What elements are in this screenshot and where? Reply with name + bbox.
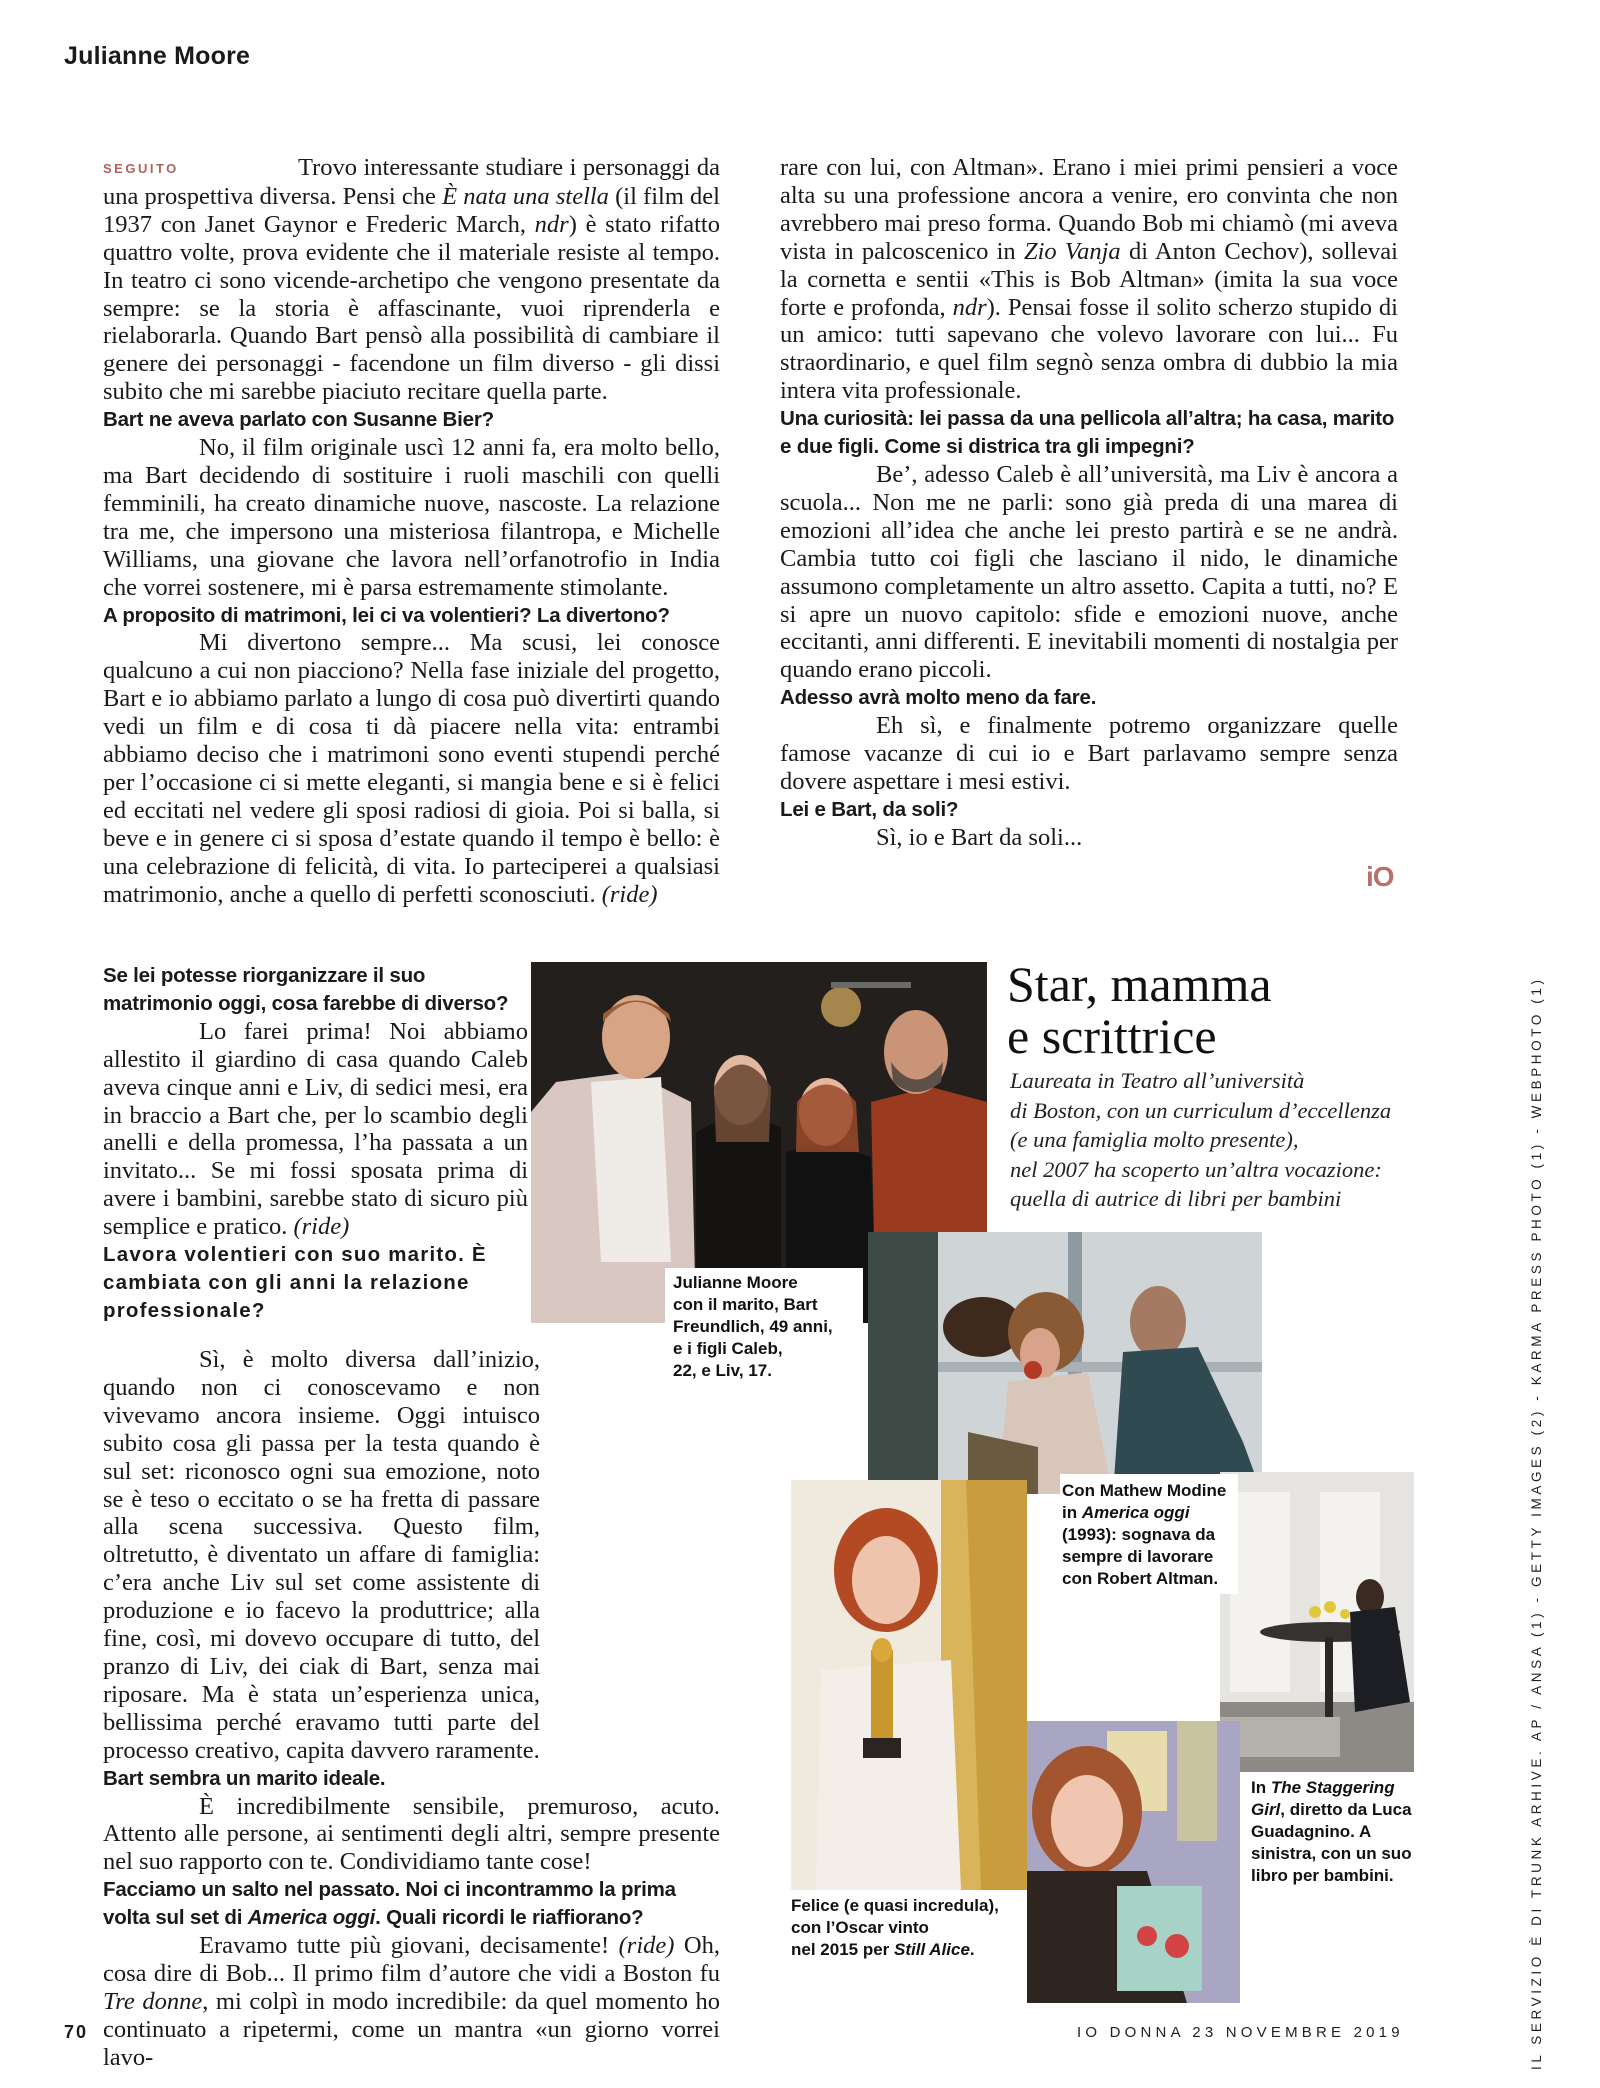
caption-line: Guadagnino. A [1251,1822,1372,1841]
sidebar-box-subtitle [1010,1066,1410,1214]
text-run: , mi colpì in modo incredibile: da quel momento ho continuato a ripetermi, come un mantra «un giorno vorrei lavo- [103,1987,720,2071]
caption-line [1251,1777,1421,1799]
text-run: Girl [1251,1800,1281,1819]
text-run: . [969,1940,975,1959]
text-run: In [1251,1778,1271,1797]
oscar-illustration [791,1480,1027,1890]
question: Lavora volentieri con suo marito. È cambiata con gli anni la relazione professionale? [103,1243,487,1322]
text-run: Trovo interessante studiare i personaggi da una prospettiva diversa. Pensi che [103,154,720,210]
article-column-right [780,154,1398,852]
subtitle-line: Laureata in Teatro all’università [1010,1068,1305,1093]
caption-line: Felice (e quasi incredula), [791,1896,999,1915]
article-column-left-bottom [103,1346,720,2072]
america-oggi-illustration [868,1232,1262,1494]
question: Se lei potesse riorganizzare il suo matrimonio oggi, cosa farebbe di diverso? [103,964,509,1015]
text-run: Mi divertono sempre... Ma scusi, lei conosce qualcuno a cui non piacciono? Nella fase iniziale del progetto, Bart e io abbiamo parlato a lungo di cosa può divertirti quando vedi un film e di cosa ti dà piacere nella vita: entrambi abbiamo deciso che i matrimoni sono eventi stupendi perché per l’occasione ci si mette eleganti, si mangia bene e si è felici ed eccitati nel vedere gli sposi radiosi di gioia. Poi si balla, si beve e in genere ci si sposa d’estate quando il tempo è bello: è una celebrazione di felicità, di vita. Io parteciperei a qualsiasi matrimonio, anche a quello di perfetti sconosciuti. [103,629,720,908]
page-number: 70 [64,2022,89,2042]
caption-line: 22, e Liv, 17. [673,1361,772,1380]
text-run: rare con lui, con Altman». Erano i miei primi pensieri a voce alta su una professione ancora a venire, ero convinta che non avrebbero mai preso forma. Quando Bob mi chiamò (mi aveva vista in palcoscenico in [780,154,1398,265]
text-run: ndr [534,210,569,238]
answer-paragraph: Be’, adesso Caleb è all’università, ma Liv è ancora a scuola... Non me ne parli: sono già preda di una marea di emozioni all’idea che anche lei presto partirà e se ne andrà. Cambia tutto coi figli che lasciano il nido, le dinamiche assumono completamente un altro assetto. Capita a tutti, no? E si apre un nuovo capitolo: sfide e emozioni nuove, anche eccitanti, anni differenti. E inevitabili momenti di nostalgia per quando erano piccoli. [780,460,1398,684]
childrens-book-photo [1027,1721,1240,2003]
caption-line: (1993): sognava da [1062,1525,1216,1544]
answer-paragraph [103,154,720,406]
question: Bart sembra un marito ideale. [103,1766,386,1790]
question: Bart ne aveva parlato con Susanne Bier? [103,408,494,432]
magazine-issue: IO DONNA 23 NOVEMBRE 2019 [1077,2024,1404,2041]
text-run: The Staggering [1270,1778,1395,1797]
text-run: Zio Vanja [1023,237,1121,265]
caption-line: con l’Oscar vinto [791,1918,929,1937]
text-run: Still Alice [894,1940,970,1959]
photo-credit: IL SERVIZIO È DI TRUNK ARHIVE. AP / ANSA (1) - GETTY IMAGES (2) - KARMA PRESS PHOTO (1) - WEBPHOTO (1) [1529,976,1544,2070]
answer-paragraph: Sì, io e Bart da soli... [876,823,1083,851]
caption-line: con Robert Altman. [1062,1569,1219,1588]
caption-line: Freundlich, 49 anni, [673,1317,833,1336]
text-run: in [1062,1503,1082,1522]
text-run: ) è stato rifatto quattro volte, prova evidente che il materiale resiste al tempo. In teatro ci sono vicende-archetipo che vengono presentate da sempre: se la storia è affascinante, vuoi riprenderla e rielaborarla. Quando Bart pensò alla possibilità di cambiare il genere dei personaggi - facendone un film diverso - gli dissi subito che mi sarebbe piaciuto recitare quella parte. [103,210,720,406]
article-column-left-mid [103,962,528,1325]
subtitle-line: di Boston, con un curriculum d’eccellenza [1010,1097,1392,1123]
staggering-girl-photo [1220,1472,1414,1772]
question: A proposito di matrimoni, lei ci va volentieri? La divertono? [103,603,670,627]
question [103,1876,720,1932]
staggering-girl-illustration [1220,1472,1414,1772]
answer-paragraph: È incredibilmente sensibile, premuroso, acuto. Attento alle persone, ai sentimenti degli altri, sempre presente nel suo rapporto con te. Condividiamo tante cose! [103,1792,720,1876]
text-run: (ride) [601,880,658,908]
caption-line: libro per bambini. [1251,1866,1394,1885]
caption-line: sinistra, con un suo [1251,1844,1412,1863]
text-run: Eravamo tutte più giovani, decisamente! [199,1932,619,1960]
text-run: (il film del 1937 con Janet Gaynor e Frederic March, [103,182,720,238]
caption-line: Con Mathew Modine [1062,1481,1227,1500]
text-run: Lo farei prima! Noi abbiamo allestito il giardino di casa quando Caleb aveva cinque anni e Liv, di sedici mesi, era in braccio a Bart che, per lo scambio degli anelli e della promessa, l’ha passata a un invitato... Se mi fossi sposata prima di avere i bambini, sarebbe stato di sicuro più semplice e pratico. [103,1017,528,1241]
answer-paragraph [780,154,1398,405]
question: Lei e Bart, da soli? [780,797,959,821]
childrens-book-illustration [1027,1721,1240,2003]
text-run: . Quali ricordi le riaffiorano? [375,1906,644,1930]
family-photo-caption [665,1268,863,1382]
article-column-left-top [103,154,720,908]
caption-line: e i figli Caleb, [673,1339,783,1358]
text-run: America oggi [1081,1503,1190,1522]
subtitle-line: (e una famiglia molto presente), [1010,1127,1299,1152]
text-run: Oh, cosa dire di Bob... Il primo film d’autore che vidi a Boston fu [103,1932,720,1987]
caption-line: sempre di lavorare [1062,1547,1214,1566]
sidebar-box-title-line: e scrittrice [1007,1008,1217,1064]
oscar-photo [791,1480,1027,1890]
subtitle-line: quella di autrice di libri per bambini [1010,1186,1342,1211]
caption-line [791,1939,1023,1961]
io-end-logo: iO [1366,861,1394,892]
answer-paragraph [103,629,720,908]
america-oggi-photo [868,1232,1262,1494]
caption-line [1062,1502,1232,1524]
text-run: Facciamo un salto nel passato. Noi ci incontrammo la prima volta sul set di [103,1878,676,1930]
answer-paragraph [103,1932,720,2072]
text-run: È nata una stella [442,182,609,210]
text-run: , diretto da Luca [1280,1800,1412,1819]
text-run: (ride) [618,1932,675,1960]
text-run: nel 2015 per [791,1940,895,1959]
staggering-girl-caption [1248,1773,1421,1887]
question: Adesso avrà molto meno da fare. [780,686,1097,710]
text-run: di Anton Cechov), sollevai la cornetta e sentii «This is Bob Altman» (imita la sua voce forte e profonda, [780,237,1398,321]
caption-line: con il marito, Bart [673,1295,818,1314]
caption-line [1251,1799,1421,1821]
oscar-caption [791,1893,1023,1961]
text-run: America oggi [247,1906,376,1930]
answer-paragraph: Eh sì, e finalmente potremo organizzare quelle famose vacanze di cui io e Bart parlavamo sempre senza dovere aspettare i mesi estivi. [780,712,1398,795]
america-oggi-caption [1060,1474,1238,1594]
sidebar-box-title-line: Star, mamma [1007,956,1272,1012]
sidebar-box-title [1007,958,1272,1062]
caption-line: Julianne Moore [673,1273,798,1292]
subtitle-line: nel 2007 ha scoperto un’altra vocazione: [1010,1156,1382,1182]
text-run: ndr [952,293,987,321]
answer-paragraph: No, il film originale uscì 12 anni fa, era molto bello, ma Bart decidendo di sostituire i ruoli maschili con quelli femminili, ha creato dinamiche nuove, nascoste. La relazione tra me, che impersono una misteriosa filantropa, e Michelle Williams, una giovane che lavora nell’orfanotrofio in India che vorrei sostenere, mi è parsa estremamente stimolante. [103,434,720,601]
seguito-label: SEGUITO [103,161,179,176]
section-title: Julianne Moore [64,42,251,70]
answer-paragraph: Sì, è molto diversa dall’inizio, quando non ci conoscevamo e non vivevamo ancora insieme. Oggi intuisco subito cosa gli passa per la testa quando è sul set: riconosco ogni sua emozione, noto se è teso o eccitato o se ha fretta di passare alla scena successiva. Questo film, oltretutto, è diventato un affare di famiglia: c’era anche Liv sul set come assistente di produzione e io facevo la produttrice; alla fine, così, mi dovevo occupare di tutto, del pranzo di Liv, dei ciak di Bart, senza mai riposare. Ma è stata un’esperienza unica, bellissima perché eravamo tutti parte del processo creativo, capita davvero raramente. [103,1346,540,1764]
answer-paragraph [103,1018,528,1241]
text-run: ). Pensai fosse il solito scherzo stupido di un amico: tutti sapevano che volevo lavorare con lui... Fu straordinario, e quel film segnò senza ombra di dubbio la mia intera vita professionale. [780,293,1398,405]
text-run: Tre donne [103,1987,203,2015]
text-run: (ride) [293,1213,350,1241]
question: Una curiosità: lei passa da una pellicola all’altra; ha casa, marito e due figli. Come si districa tra gli impegni? [780,407,1395,459]
